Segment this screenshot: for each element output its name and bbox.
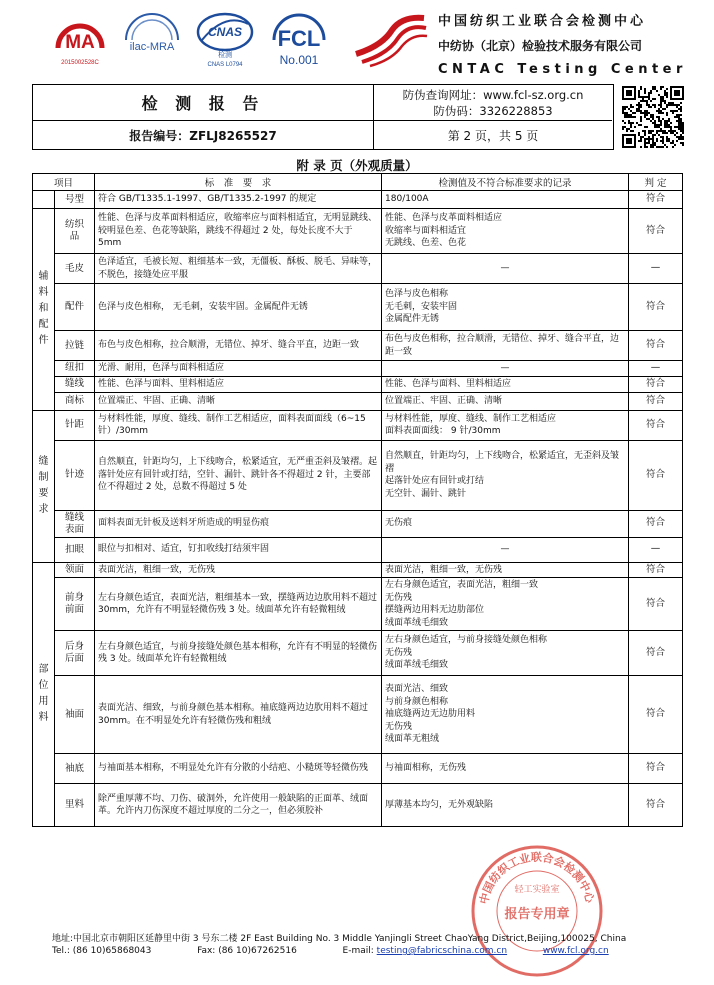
record-cell: 布色与皮色相称，拉合顺滑，无错位、掉牙、缝合平直，边距一致 <box>382 331 629 361</box>
record-cell: 与袖面相称，无伤残 <box>382 754 629 784</box>
qr-code <box>622 86 684 148</box>
record-cell: 180/100A <box>382 191 629 209</box>
result-cell: — <box>629 361 683 377</box>
table-row <box>33 631 683 676</box>
item-cell: 前身 前面 <box>55 578 95 631</box>
item-cell: 袖底 <box>55 754 95 784</box>
table-row <box>33 209 683 254</box>
item-cell: 纺织 品 <box>55 209 95 254</box>
cnas-logo <box>192 10 258 68</box>
result-cell: 符合 <box>629 376 683 392</box>
table-row <box>33 410 683 440</box>
footer-email-label: E-mail: <box>342 946 377 956</box>
standard-cell: 位置端正、牢固、正确、清晰 <box>95 392 382 410</box>
standard-cell: 色泽与皮色相称， 无毛刺，安装牢固。金属配件无锈 <box>95 284 382 331</box>
item-cell: 扣眼 <box>55 537 95 562</box>
table-row <box>33 254 683 284</box>
verification-info <box>374 85 612 121</box>
center-name-block <box>438 10 708 77</box>
footer-website-link[interactable]: www.fcl.org.cn <box>542 946 609 956</box>
ilac-mra-logo <box>120 10 184 68</box>
table-row <box>33 376 683 392</box>
table-header-row <box>33 174 683 191</box>
item-cell: 毛皮 <box>55 254 95 284</box>
page-indicator: 第 2 页，共 5 页 <box>447 128 539 143</box>
table-row <box>33 284 683 331</box>
svg-text:2015002528C: 2015002528C <box>61 60 99 66</box>
svg-text:检测: 检测 <box>218 51 232 59</box>
table-row <box>33 361 683 377</box>
result-cell: 符合 <box>629 331 683 361</box>
appearance-quality-table <box>32 173 683 827</box>
record-cell: 色泽与皮色相称 无毛刺，安装牢固 金属配件无锈 <box>382 284 629 331</box>
result-cell: 符合 <box>629 209 683 254</box>
standard-cell: 与袖面基本相称，不明显处允许有分散的小结疤、小糙斑等轻微伤残 <box>95 754 382 784</box>
appendix-title: 附 录 页（外观质量） <box>296 158 418 173</box>
header-result: 判 定 <box>629 174 683 191</box>
result-cell: 符合 <box>629 754 683 784</box>
svg-text:中国纺织工业联合会检测中心: 中国纺织工业联合会检测中心 <box>477 850 597 906</box>
record-cell: 无伤痕 <box>382 510 629 537</box>
standard-cell: 自然顺直，针距均匀，上下线吻合，松紧适宜，无严重歪斜及皱褶。起落针处应有回针或打结，空针、漏针、跳针各不得超过 2 针，主要部位不得超过 2 处，总数不得超过 5 处 <box>95 440 382 510</box>
table-row <box>33 754 683 784</box>
record-cell: 位置端正、牢固、正确、清晰 <box>382 392 629 410</box>
item-cell: 针距 <box>55 410 95 440</box>
standard-cell: 除严重厚薄不均、刀伤、破洞外，允许使用一般缺陷的正面革、绒面革。允许内刀伤深度不超过厚度的二分之一，但必须胶补 <box>95 784 382 827</box>
report-header-box <box>32 84 614 150</box>
svg-text:报告专用章: 报告专用章 <box>504 907 570 922</box>
record-cell: 左右身颜色适宜，表面光洁，粗细一致 无伤残 摆缝两边用料无边肋部位 绒面革绒毛细致 <box>382 578 629 631</box>
item-cell: 里料 <box>55 784 95 827</box>
verify-code: 防伪码：3326228853 <box>433 104 553 118</box>
record-cell: 厚薄基本均匀，无外观缺陷 <box>382 784 629 827</box>
item-cell: 号型 <box>55 191 95 209</box>
item-cell: 袖面 <box>55 676 95 754</box>
center-name-cn: 中国纺织工业联合会检测中心 <box>438 14 647 29</box>
item-cell: 商标 <box>55 392 95 410</box>
standard-cell: 与材料性能，厚度、缝线、制作工艺相适应，面料表面面线（6~15 针）/30mm <box>95 410 382 440</box>
standard-cell: 面料表面无针板及送料牙所造成的明显伤痕 <box>95 510 382 537</box>
item-cell: 缝线 <box>55 376 95 392</box>
table-row <box>33 784 683 827</box>
item-cell: 后身 后面 <box>55 631 95 676</box>
table-row <box>33 331 683 361</box>
record-cell: 性能、色泽与面料、里料相适应 <box>382 376 629 392</box>
standard-cell: 性能、色泽与皮革面料相适应，收缩率应与面料相适宜，无明显跳线、较明显色差、色花等缺陷，跳线不得超过 2 处，每处长度不大于 5mm <box>95 209 382 254</box>
svg-text:FCL: FCL <box>277 26 321 51</box>
record-cell: 与材料性能，厚度、缝线、制作工艺相适应 面料表面面线： 9 针/30mm <box>382 410 629 440</box>
category-cell: 缝 制 要 求 <box>33 410 55 562</box>
company-name-cn: 中纺协（北京）检验技术服务有限公司 <box>438 39 643 53</box>
result-cell: — <box>629 537 683 562</box>
cma-logo <box>50 10 110 68</box>
record-cell: 表面光洁，粗细一致，无伤残 <box>382 562 629 578</box>
standard-cell: 左右身颜色适宜，与前身接缝处颜色基本相称，允许有不明显的轻微伤残 3 处。绒面革允许有轻微粗绒 <box>95 631 382 676</box>
table-row <box>33 510 683 537</box>
record-cell: 自然顺直，针距均匀，上下线吻合，松紧适宜，无歪斜及皱褶 起落针处应有回针或打结 无空针、漏针、跳针 <box>382 440 629 510</box>
result-cell: 符合 <box>629 284 683 331</box>
result-cell: 符合 <box>629 578 683 631</box>
svg-text:CNAS L0794: CNAS L0794 <box>207 62 243 68</box>
report-number: 报告编号：ZFLJ8265527 <box>33 121 374 149</box>
footer-email-link[interactable]: testing@fabricschina.com.cn <box>376 946 508 956</box>
result-cell: 符合 <box>629 410 683 440</box>
record-cell: — <box>382 254 629 284</box>
official-seal-stamp <box>468 842 606 980</box>
standard-cell: 左右身颜色适宜，表面光洁，粗细基本一致，摆缝两边边肷用料不超过 30mm，允许有不明显轻微伤残 3 处。绒面革允许有轻微粗绒 <box>95 578 382 631</box>
item-cell: 纽扣 <box>55 361 95 377</box>
result-cell: 符合 <box>629 562 683 578</box>
item-cell: 缝线 表面 <box>55 510 95 537</box>
standard-cell: 表面光洁、细致，与前身颜色基本相称。袖底缝两边边肷用料不超过 30mm。在不明显处允许有轻微伤残和粗绒 <box>95 676 382 754</box>
category-cell <box>33 191 55 209</box>
result-cell: — <box>629 254 683 284</box>
standard-cell: 表面光洁，粗细一致，无伤残 <box>95 562 382 578</box>
item-cell: 拉链 <box>55 331 95 361</box>
svg-text:No.001: No.001 <box>279 53 319 67</box>
footer-address: 地址:中国北京市朝阳区延静里中街 3 号东二楼 2F East Building No. 3 Middle Yanjingli Street ChaoYang District,Beijing,100025, China <box>52 934 627 944</box>
svg-text:CNAS: CNAS <box>207 25 243 39</box>
category-cell: 辅 料 和 配 件 <box>33 209 55 411</box>
result-cell: 符合 <box>629 392 683 410</box>
standard-cell: 色泽适宜，毛被长短、粗细基本一致，无僵板、酥板、脱毛、异味等，不脱色，接缝处应平服 <box>95 254 382 284</box>
footer-fax: Fax: (86 10)67262516 <box>197 946 297 956</box>
table-row <box>33 562 683 578</box>
standard-cell: 眼位与扣相对、适宜，钉扣收线打结须牢固 <box>95 537 382 562</box>
footer-contact <box>52 946 612 956</box>
item-cell: 配件 <box>55 284 95 331</box>
svg-text:MA: MA <box>65 32 95 53</box>
footer-tel: Tel.: (86 10)65868043 <box>52 946 152 956</box>
record-cell: 表面光洁、细致 与前身颜色相称 袖底缝两边无边肋用料 无伤残 绒面革无粗绒 <box>382 676 629 754</box>
table-row <box>33 440 683 510</box>
result-cell: 符合 <box>629 784 683 827</box>
svg-text:轻工实验室: 轻工实验室 <box>514 885 560 895</box>
record-cell: 性能、色泽与皮革面料相适应 收缩率与面料相适宜 无跳线、色差、色花 <box>382 209 629 254</box>
result-cell: 符合 <box>629 510 683 537</box>
category-cell: 部 位 用 料 <box>33 562 55 827</box>
result-cell: 符合 <box>629 676 683 754</box>
cntac-logo <box>352 10 428 68</box>
table-row <box>33 392 683 410</box>
table-row <box>33 676 683 754</box>
result-cell: 符合 <box>629 631 683 676</box>
standard-cell: 布色与皮色相称，拉合顺滑，无错位、掉牙、缝合平直，边距一致 <box>95 331 382 361</box>
table-row <box>33 537 683 562</box>
record-cell: 左右身颜色适宜，与前身接缝处颜色相称 无伤残 绒面革绒毛细致 <box>382 631 629 676</box>
result-cell: 符合 <box>629 191 683 209</box>
standard-cell: 性能、色泽与面料、里料相适应 <box>95 376 382 392</box>
header-item: 项目 <box>33 174 95 191</box>
report-title: 检 测 报 告 <box>33 85 374 121</box>
table-row <box>33 191 683 209</box>
record-cell: — <box>382 361 629 377</box>
header-standard: 标 准 要 求 <box>95 174 382 191</box>
item-cell: 领面 <box>55 562 95 578</box>
svg-text:ilac-MRA: ilac-MRA <box>129 41 175 53</box>
standard-cell: 光滑、耐用，色泽与面料相适应 <box>95 361 382 377</box>
center-name-en: CNTAC Testing Center <box>438 62 687 77</box>
header-record: 检测值及不符合标准要求的记录 <box>382 174 629 191</box>
fcl-logo <box>266 10 332 68</box>
result-cell: 符合 <box>629 440 683 510</box>
item-cell: 针迹 <box>55 440 95 510</box>
verify-url: 防伪查询网址：www.fcl-sz.org.cn <box>402 88 584 102</box>
record-cell: — <box>382 537 629 562</box>
table-row <box>33 578 683 631</box>
standard-cell: 符合 GB/T1335.1-1997、GB/T1335.2-1997 的规定 <box>95 191 382 209</box>
